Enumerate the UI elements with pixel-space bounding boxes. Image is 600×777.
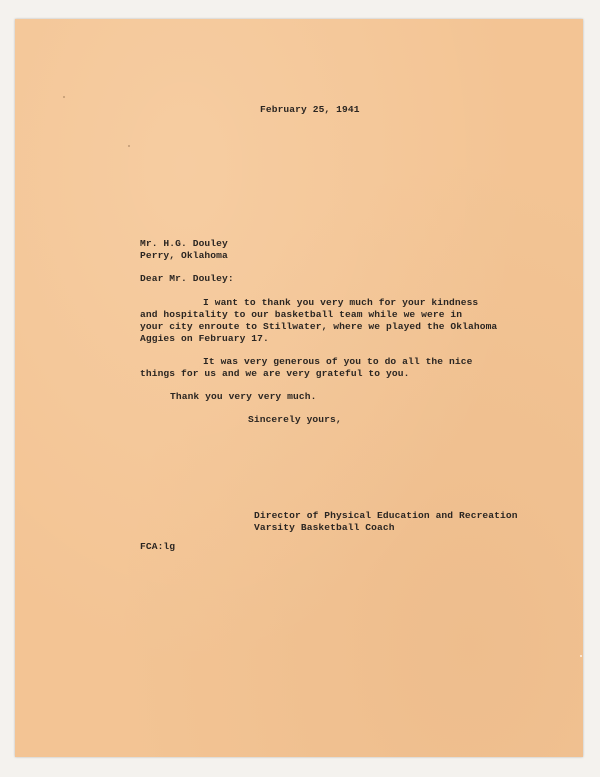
body-paragraph-1-line-4: Aggies on February 17. bbox=[140, 333, 269, 344]
letter-date: February 25, 1941 bbox=[260, 104, 360, 115]
body-paragraph-2-line-2: things for us and we are very grateful to you. bbox=[140, 368, 410, 379]
salutation: Dear Mr. Douley: bbox=[140, 273, 234, 284]
paper-speck bbox=[580, 655, 582, 657]
recipient-name: Mr. H.G. Douley bbox=[140, 238, 228, 249]
body-paragraph-1-line-2: and hospitality to our basketball team while we were in bbox=[140, 309, 463, 320]
body-paragraph-2-line-1: It was very generous of you to do all the nice bbox=[203, 356, 473, 367]
signature-title-1: Director of Physical Education and Recreation bbox=[254, 510, 518, 521]
body-paragraph-3: Thank you very very much. bbox=[170, 391, 317, 402]
closing: Sincerely yours, bbox=[248, 414, 342, 425]
reference-initials: FCA:lg bbox=[140, 541, 176, 552]
letter-page bbox=[15, 19, 583, 757]
body-paragraph-1-line-3: your city enroute to Stillwater, where we played the Oklahoma bbox=[140, 321, 498, 332]
paper-speck bbox=[128, 145, 130, 147]
paper-speck bbox=[63, 96, 65, 98]
recipient-location: Perry, Oklahoma bbox=[140, 250, 228, 261]
signature-title-2: Varsity Basketball Coach bbox=[254, 522, 395, 533]
body-paragraph-1-line-1: I want to thank you very much for your kindness bbox=[203, 297, 479, 308]
